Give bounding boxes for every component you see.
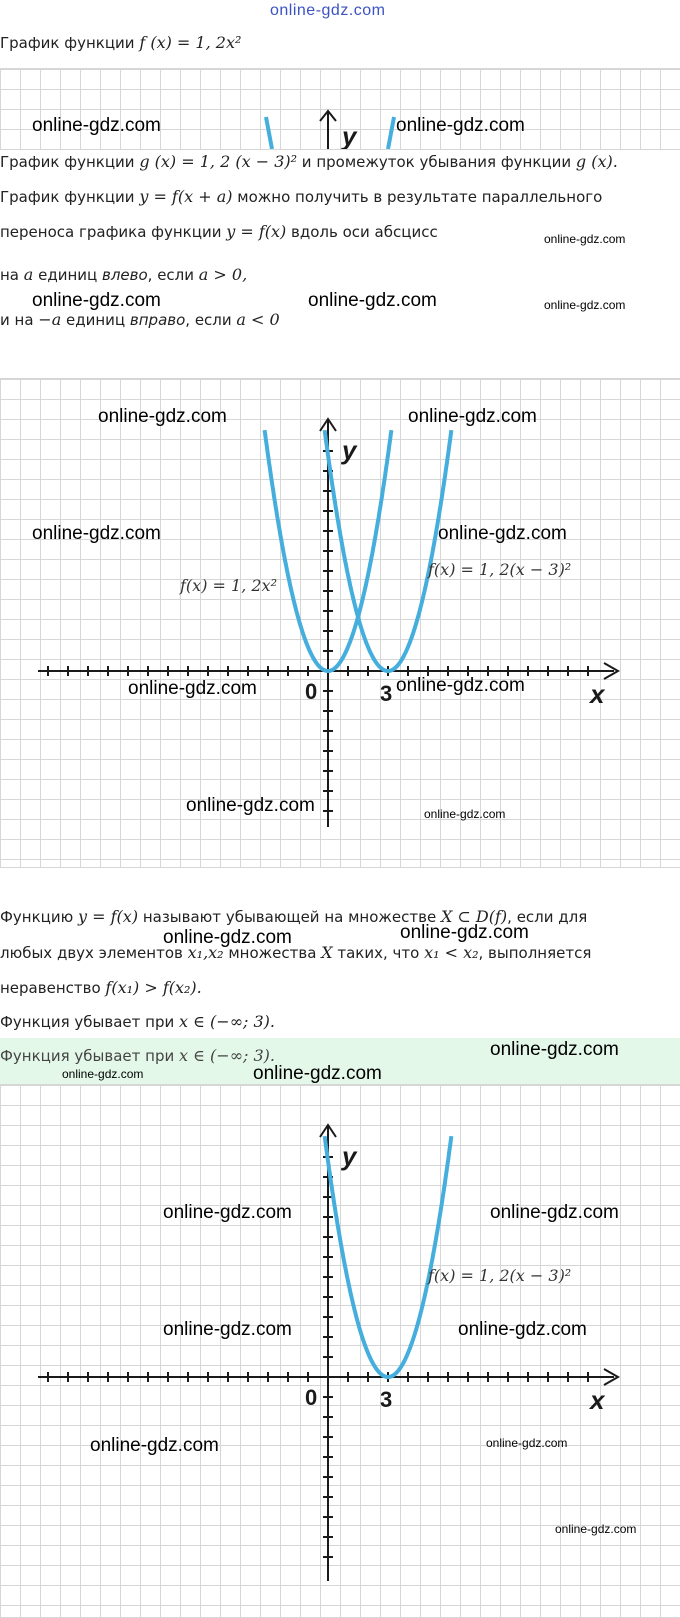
watermark: online-gdz.com xyxy=(308,290,437,311)
watermark: online-gdz.com xyxy=(555,1522,637,1536)
watermark: online-gdz.com xyxy=(163,1202,292,1223)
watermark: online-gdz.com xyxy=(400,922,529,943)
site-header-logo: online-gdz.com xyxy=(270,2,386,19)
curve-f-label: f(x) = 1, 2x² xyxy=(180,576,277,595)
axis-ticks xyxy=(48,451,588,811)
text-line-answer-highlight: Функция убывает при x ∈ (−∞; 3). xyxy=(0,1046,275,1065)
graph-top-svg xyxy=(0,69,680,149)
watermark: online-gdz.com xyxy=(396,675,525,696)
watermark: online-gdz.com xyxy=(163,927,292,948)
origin-label: 0 xyxy=(305,679,318,704)
y-axis-label: y xyxy=(342,121,357,149)
watermark: online-gdz.com xyxy=(62,1067,144,1081)
text-line-shift-right: и на −a единиц вправо, если a < 0 xyxy=(0,310,280,329)
y-axis-label: y xyxy=(342,435,357,465)
text-line-inequality: неравенство f(x₁) > f(x₂). xyxy=(0,978,202,997)
curve-left-fragment xyxy=(266,117,272,149)
watermark: online-gdz.com xyxy=(163,1319,292,1340)
text-line-shift-left: на a единиц влево, если a > 0, xyxy=(0,265,248,284)
curve-right-fragment xyxy=(388,117,394,149)
text-line-definition-2: любых двух элементов x₁,x₂ множества X таких, что x₁ < x₂, выполняется xyxy=(0,943,592,962)
watermark: online-gdz.com xyxy=(490,1039,619,1060)
curve-g-label: f(x) = 1, 2(x − 3)² xyxy=(428,1266,572,1285)
watermark: online-gdz.com xyxy=(486,1436,568,1450)
text-line-definition-1: Функцию y = f(x) называют убывающей на множестве X ⊂ D(f), если для xyxy=(0,907,588,926)
x-axis-label: x xyxy=(590,679,605,709)
text-line-answer: Функция убывает при x ∈ (−∞; 3). xyxy=(0,1012,275,1031)
curve-g xyxy=(325,1136,452,1377)
watermark: online-gdz.com xyxy=(424,807,506,821)
tick-label-3: 3 xyxy=(380,1387,393,1412)
watermark: online-gdz.com xyxy=(98,406,227,427)
watermark: online-gdz.com xyxy=(253,1063,382,1084)
y-axis-label: y xyxy=(342,1141,357,1171)
graph-bottom-svg xyxy=(0,1085,680,1617)
x-axis-label: x xyxy=(590,1385,605,1415)
watermark: online-gdz.com xyxy=(544,232,626,246)
text-line-graph-g: График функции g (x) = 1, 2 (x − 3)² и промежуток убывания функции g (x). xyxy=(0,152,622,172)
watermark: online-gdz.com xyxy=(396,115,525,136)
watermark: online-gdz.com xyxy=(458,1319,587,1340)
graph-mid-svg xyxy=(0,379,680,867)
graph-two-parabolas xyxy=(0,378,680,868)
tick-label-3: 3 xyxy=(380,681,393,706)
watermark: online-gdz.com xyxy=(490,1202,619,1223)
graph-parabola-g xyxy=(0,1084,680,1618)
origin-label: 0 xyxy=(305,1385,318,1410)
watermark: online-gdz.com xyxy=(186,795,315,816)
watermark: online-gdz.com xyxy=(32,290,161,311)
graph-top-partial xyxy=(0,68,680,150)
curve-g-label: f(x) = 1, 2(x − 3)² xyxy=(428,560,572,579)
watermark: online-gdz.com xyxy=(128,678,257,699)
watermark: online-gdz.com xyxy=(90,1435,219,1456)
watermark: online-gdz.com xyxy=(32,523,161,544)
watermark: online-gdz.com xyxy=(408,406,537,427)
text-line-shift-1: График функции y = f(x + a) можно получить в результате параллельного xyxy=(0,187,603,206)
text-line-shift-2: переноса графика функции y = f(x) вдоль оси абсцисс xyxy=(0,222,438,241)
watermark: online-gdz.com xyxy=(438,523,567,544)
watermark: online-gdz.com xyxy=(32,115,161,136)
text-line-graph-f: График функции f (x) = 1, 2x² xyxy=(0,33,242,52)
watermark: online-gdz.com xyxy=(544,298,626,312)
